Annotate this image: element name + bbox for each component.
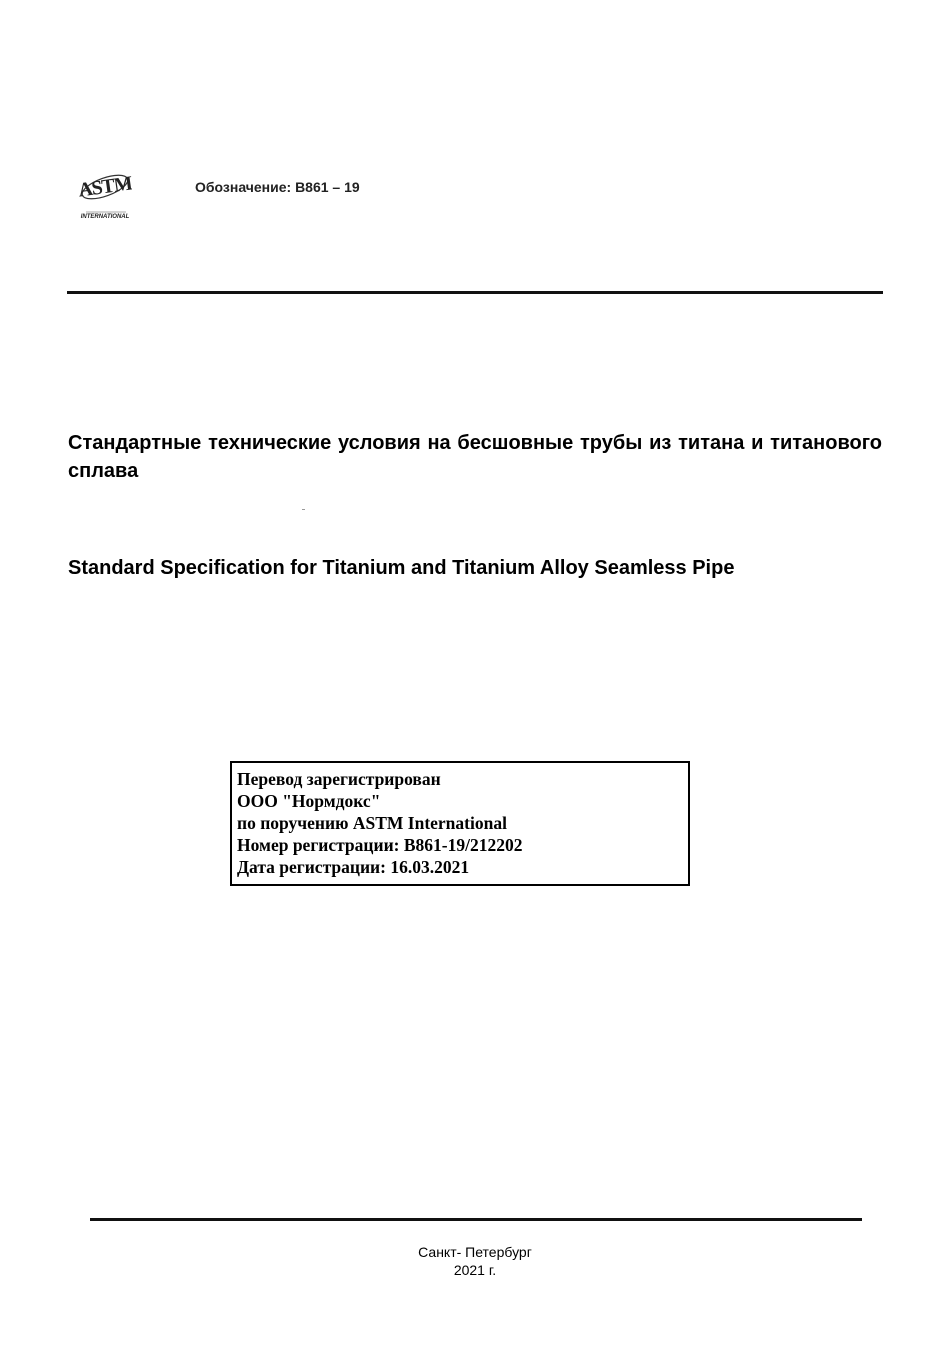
- registration-line: по поручению ASTM International: [237, 813, 507, 833]
- astm-logo: [78, 163, 132, 223]
- bottom-divider: [90, 1218, 862, 1221]
- registration-line: ООО "Нормдокс": [237, 791, 381, 811]
- astm-logo-icon: [78, 163, 132, 223]
- registration-line: Перевод зарегистрирован: [237, 769, 441, 789]
- registration-box: [230, 761, 690, 886]
- svg-text:INTERNATIONAL: INTERNATIONAL: [80, 214, 130, 220]
- title-english: Standard Specification for Titanium and Titanium Alloy Seamless Pipe: [68, 557, 735, 579]
- svg-text:ASTM: ASTM: [78, 172, 132, 202]
- top-divider: [67, 291, 883, 294]
- registration-date: Дата регистрации: 16.03.2021: [237, 857, 470, 877]
- registration-number: Номер регистрации: B861-19/212202: [237, 835, 523, 855]
- title-russian: Стандартные технические условия на бесшовные трубы из титана и титанового сплава: [68, 432, 882, 482]
- footer-city: Санкт- Петербург: [418, 1244, 532, 1260]
- footer-year: 2021 г.: [453, 1262, 497, 1278]
- footer: [0, 1243, 950, 1279]
- stray-mark: [302, 509, 305, 510]
- document-designation: Обозначение: B861 – 19: [195, 179, 360, 195]
